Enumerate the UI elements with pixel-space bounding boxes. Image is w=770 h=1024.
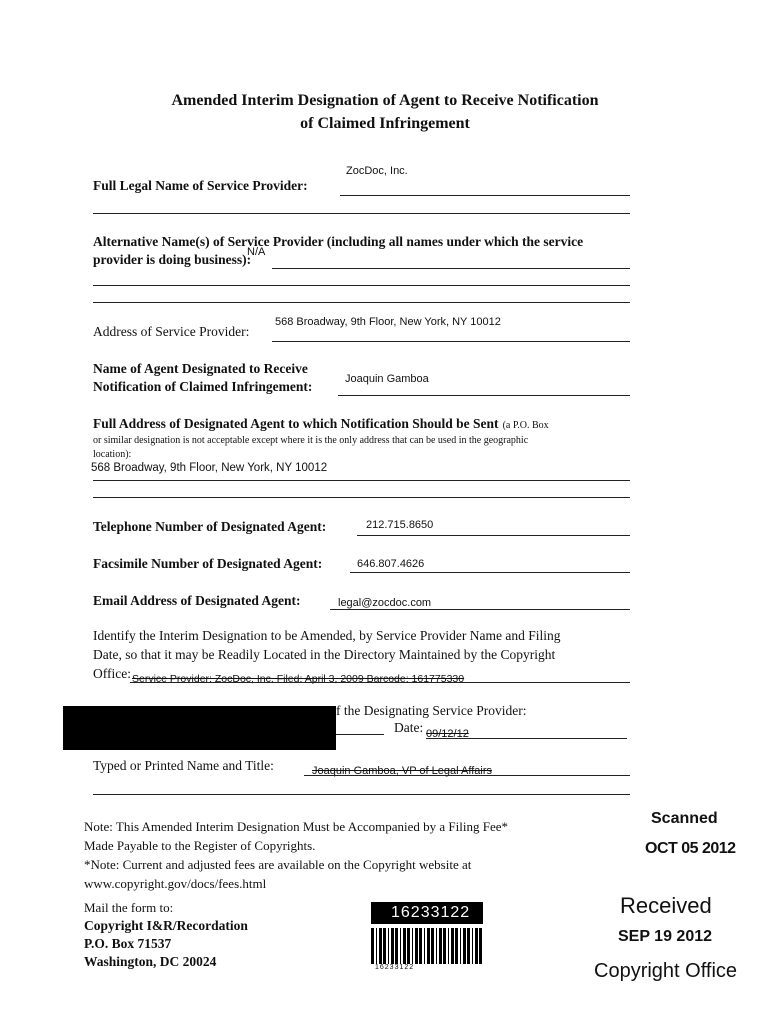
amend-line [130, 682, 630, 683]
facsimile-label: Facsimile Number of Designated Agent: [93, 556, 323, 571]
agent-name-label-line2: Notification of Claimed Infringement: [93, 379, 313, 394]
amend-line3-label: Office: [93, 666, 131, 681]
service-provider-name-value: ZocDoc, Inc. [346, 165, 408, 177]
date-value: 09/12/12 [426, 728, 469, 740]
signature-label: f the Designating Service Provider: [336, 703, 527, 718]
amend-line3-value: Service Provider: ZocDoc, Inc. Filed: April 3, 2009 Barcode: 161775330 [132, 673, 465, 685]
received-stamp: Received [620, 893, 712, 918]
agent-address-note-start: (a P.O. Box [502, 420, 549, 431]
form-title-line2: of Claimed Infringement [300, 115, 470, 132]
mail-intro: Mail the form to: [84, 900, 174, 915]
copyright-office-stamp: Copyright Office [594, 960, 738, 982]
barcode-bottom-label: 16233122 [375, 964, 415, 971]
provider-address-line [272, 341, 630, 342]
form-title-line1: Amended Interim Designation of Agent to Receive Notification [171, 92, 599, 109]
service-provider-name-line [340, 195, 630, 196]
note-line1: Note: This Amended Interim Designation Must be Accompanied by a Filing Fee* [84, 819, 508, 834]
agent-address-line1 [93, 480, 630, 481]
mail-address-line2: P.O. Box 71537 [84, 936, 172, 951]
agent-address-label: Full Address of Designated Agent to which Notification Should be Sent [93, 416, 499, 431]
date-label: Date: [394, 720, 424, 735]
note-line4: www.copyright.gov/docs/fees.html [84, 876, 267, 891]
alternative-names-line3 [93, 302, 630, 303]
alternative-names-label-line1: Alternative Name(s) of Service Provider (including all names under which the service [93, 234, 584, 249]
barcode-top-label: 16233122 [391, 904, 471, 921]
agent-address-value: 568 Broadway, 9th Floor, New York, NY 10012 [91, 462, 328, 474]
agent-address-label-row [93, 415, 549, 433]
typed-name-label: Typed or Printed Name and Title: [93, 758, 274, 773]
provider-address-label: Address of Service Provider: [93, 324, 250, 339]
agent-address-note-line2: or similar designation is not acceptable except where it is the only address that can be used in the geographic [93, 435, 529, 446]
email-value: legal@zocdoc.com [338, 597, 432, 609]
email-label: Email Address of Designated Agent: [93, 593, 301, 608]
telephone-label: Telephone Number of Designated Agent: [93, 519, 327, 534]
scanned-stamp: Scanned [651, 810, 718, 827]
signature-redaction [63, 706, 336, 750]
alternative-names-line1 [272, 268, 630, 269]
telephone-line [357, 535, 630, 536]
service-provider-name-label: Full Legal Name of Service Provider: [93, 178, 308, 193]
alternative-names-label-line2: provider is doing business): [93, 252, 252, 267]
received-date-stamp: SEP 19 2012 [618, 928, 713, 945]
typed-name-line [304, 775, 630, 776]
mail-address-line1: Copyright I&R/Recordation [84, 918, 248, 933]
agent-name-line [338, 395, 630, 396]
barcode-bars [371, 928, 483, 964]
facsimile-line [350, 572, 630, 573]
email-line [330, 609, 630, 610]
provider-address-value: 568 Broadway, 9th Floor, New York, NY 10012 [275, 316, 501, 328]
signature-line [336, 734, 384, 735]
agent-address-note-line3: location): [93, 449, 132, 460]
telephone-value: 212.715.8650 [366, 519, 434, 531]
barcode-top-label-box [371, 902, 483, 924]
facsimile-value: 646.807.4626 [357, 558, 425, 570]
service-provider-name-line2 [93, 213, 630, 214]
mail-address-line3: Washington, DC 20024 [84, 954, 217, 969]
amend-line1: Identify the Interim Designation to be Amended, by Service Provider Name and Filing [93, 628, 561, 643]
agent-address-line2 [93, 497, 630, 498]
barcode [371, 902, 483, 972]
scanned-date-stamp: OCT 05 2012 [645, 840, 736, 857]
amend-line2: Date, so that it may be Readily Located in the Directory Maintained by the Copyright [93, 647, 556, 662]
typed-name-value: Joaquin Gamboa, VP of Legal Affairs [312, 765, 492, 777]
typed-name-line2 [93, 794, 630, 795]
date-line [426, 738, 627, 739]
alternative-names-line2 [93, 285, 630, 286]
note-line3: *Note: Current and adjusted fees are available on the Copyright website at [84, 857, 472, 872]
alternative-names-value: N/A [247, 246, 266, 258]
agent-name-label-line1: Name of Agent Designated to Receive [93, 361, 308, 376]
note-line2: Made Payable to the Register of Copyrights. [84, 838, 316, 853]
agent-name-value: Joaquin Gamboa [345, 373, 429, 385]
